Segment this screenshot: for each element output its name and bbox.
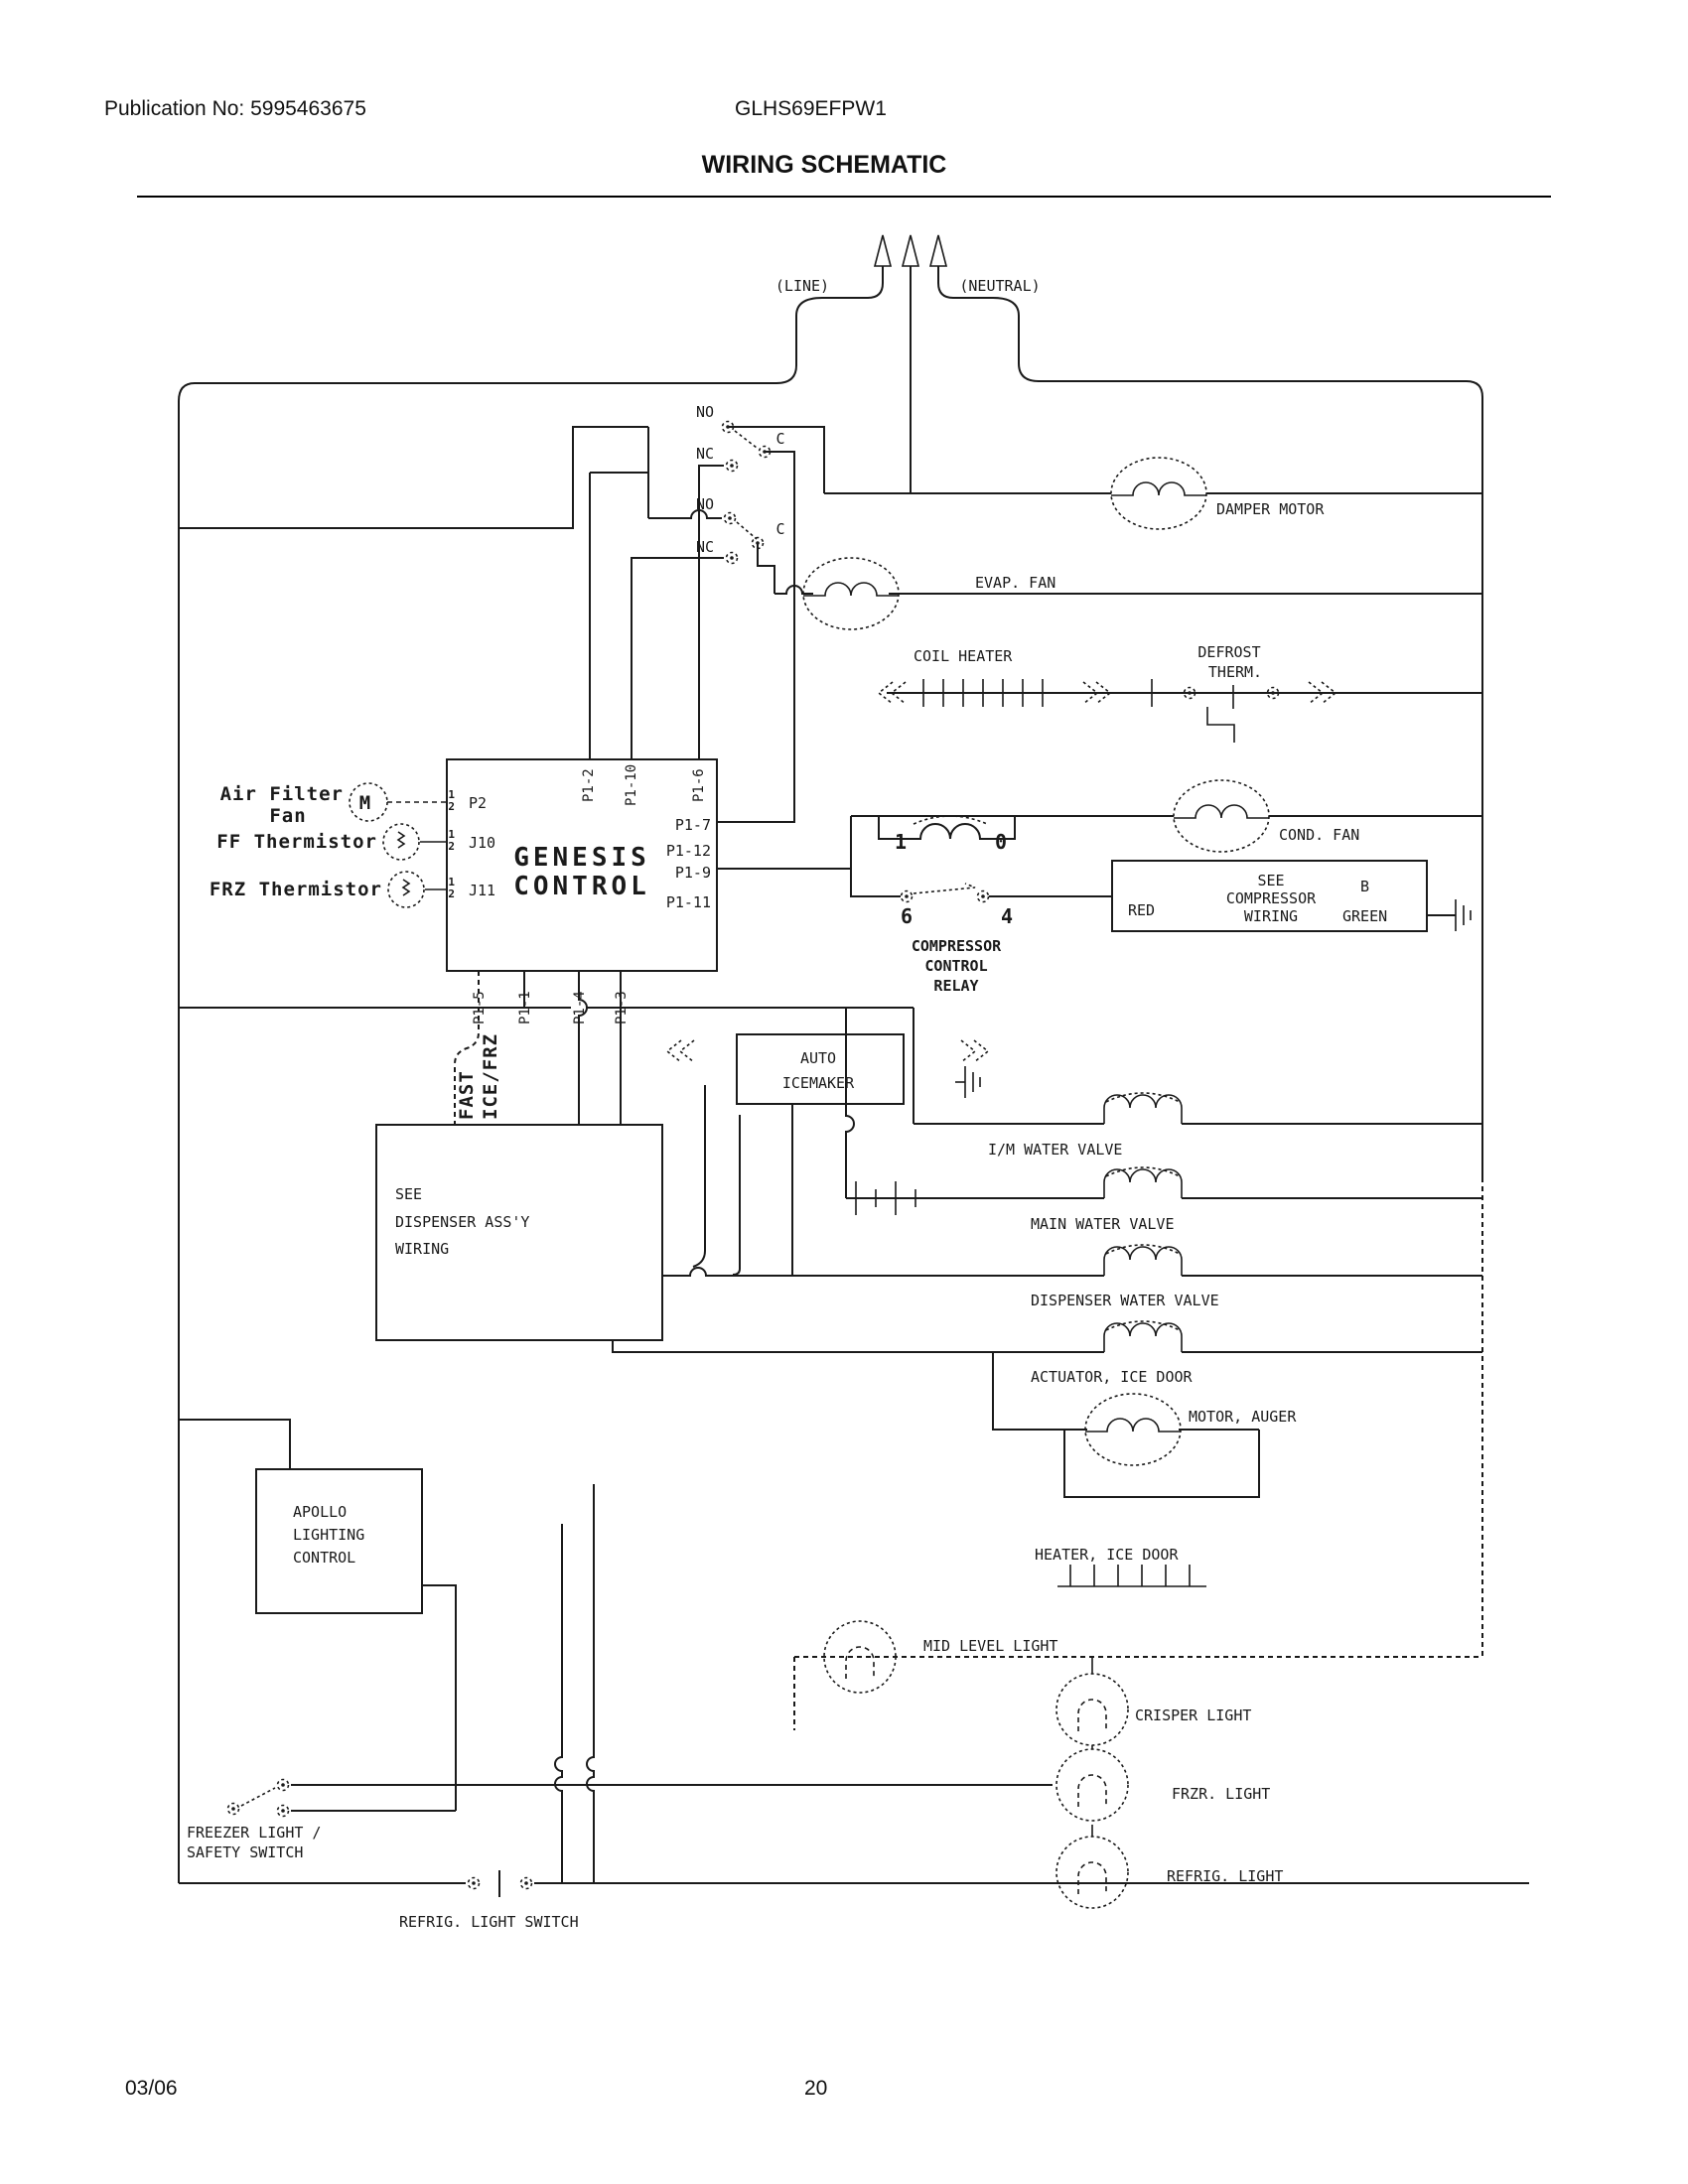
page-title: WIRING SCHEMATIC	[701, 151, 947, 179]
label-refrig-light: REFRIG. LIGHT	[1167, 1867, 1284, 1885]
pin-p1-10: P1-10	[624, 763, 639, 806]
label-line: (LINE)	[774, 277, 830, 295]
label-see-dispenser-2: DISPENSER ASS'Y	[395, 1213, 530, 1231]
relay-terminal-4: 4	[1000, 904, 1014, 928]
label-neutral: (NEUTRAL)	[959, 277, 1041, 295]
label-freezer-switch-2: SAFETY SWITCH	[187, 1843, 304, 1861]
lights-wiring	[794, 1657, 1482, 1837]
pin-p1-9: P1-9	[674, 864, 711, 882]
label-red-wire: RED	[1128, 901, 1156, 919]
auto-icemaker-box	[737, 1034, 965, 1276]
label-fast-ice-2: ICE/FRZ	[480, 1032, 501, 1120]
label-fast-ice-1: FAST	[456, 1070, 478, 1120]
label-apollo-1: APOLLO	[293, 1503, 348, 1521]
label-see-dispenser-1: SEE	[395, 1185, 423, 1203]
auger-motor-icon	[1085, 1394, 1181, 1465]
label-no-1: NO	[695, 403, 715, 421]
pin-p1-11: P1-11	[665, 893, 711, 911]
coil-heater-circuit	[887, 679, 1482, 743]
actuator-ice-door-circuit	[613, 1340, 1482, 1352]
label-no-2: NO	[695, 495, 715, 513]
icemaker-ground-icon	[965, 1066, 980, 1098]
label-c-1: C	[775, 430, 785, 448]
label-defrost-2: THERM.	[1207, 663, 1263, 681]
damper-motor-circuit	[728, 427, 1482, 493]
label-genesis-2: CONTROL	[513, 872, 650, 901]
label-frz-thermistor: FRZ Thermistor	[209, 879, 382, 900]
pin-j10: J10	[469, 834, 496, 852]
dispenser-assembly-box	[376, 1125, 662, 1340]
bottom-bus-and-switches	[179, 1484, 1529, 1897]
label-cond-fan: COND. FAN	[1279, 826, 1360, 844]
publication-number: Publication No: 5995463675	[104, 97, 366, 120]
relay-terminal-6: 6	[900, 904, 914, 928]
pin-p1-7: P1-7	[674, 816, 711, 834]
label-see-compressor-3: WIRING	[1243, 907, 1299, 925]
label-icemaker-1: AUTO	[799, 1049, 837, 1067]
label-relay-3: RELAY	[933, 977, 979, 995]
cond-fan-icon	[1174, 780, 1269, 852]
heater-ice-door	[1057, 1565, 1206, 1586]
air-filter-motor-icon: M	[358, 792, 372, 814]
pin-1a: 1	[448, 788, 455, 801]
label-refrig-light-switch: REFRIG. LIGHT SWITCH	[399, 1913, 579, 1931]
model-number: GLHS69EFPW1	[735, 97, 887, 120]
pin-2b: 2	[448, 840, 455, 853]
actuator-coil-icon	[1104, 1321, 1182, 1352]
label-see-compressor-2: COMPRESSOR	[1225, 889, 1317, 907]
relay-compressor-circuit	[717, 452, 1482, 931]
label-frzr-light: FRZR. LIGHT	[1172, 1785, 1271, 1803]
label-im-valve: I/M WATER VALVE	[988, 1141, 1123, 1159]
footer-page-number: 20	[804, 2077, 828, 2100]
label-coil-heater: COIL HEATER	[914, 647, 1013, 665]
compressor-ground-icon	[1456, 899, 1471, 931]
pin-2a: 2	[448, 800, 455, 813]
label-ff-thermistor: FF Thermistor	[216, 831, 377, 853]
pin-p1-4: P1-4	[572, 991, 588, 1024]
label-freezer-switch-1: FREEZER LIGHT /	[187, 1824, 322, 1842]
label-motor-auger: MOTOR, AUGER	[1189, 1408, 1297, 1426]
label-actuator: ACTUATOR, ICE DOOR	[1031, 1368, 1193, 1386]
label-genesis-1: GENESIS	[513, 843, 650, 873]
label-see-compressor-1: SEE	[1257, 872, 1285, 889]
pin-p2: P2	[469, 794, 488, 812]
label-mid-level-light: MID LEVEL LIGHT	[923, 1637, 1058, 1655]
frzr-light-icon	[1056, 1749, 1128, 1821]
pin-p1-6: P1-6	[691, 768, 707, 802]
label-dispenser-valve: DISPENSER WATER VALVE	[1031, 1292, 1219, 1309]
label-air-filter-1: Air Filter	[219, 783, 344, 805]
damper-motor-icon	[1111, 458, 1206, 529]
label-nc-1: NC	[695, 445, 715, 463]
label-relay-1: COMPRESSOR	[911, 937, 1002, 955]
pin-j11: J11	[469, 882, 496, 899]
pin-1c: 1	[448, 876, 455, 888]
lower-bus-wires	[179, 971, 914, 1275]
evap-fan-circuit	[758, 543, 1482, 594]
apollo-lighting-box	[179, 1420, 456, 1811]
label-c-2: C	[775, 520, 785, 538]
label-air-filter-2: Fan	[269, 805, 307, 827]
label-damper-motor: DAMPER MOTOR	[1216, 500, 1325, 518]
label-evap-fan: EVAP. FAN	[975, 574, 1056, 592]
refrig-light-icon	[1056, 1837, 1128, 1908]
pin-p1-3: P1-3	[614, 991, 630, 1024]
label-crisper-light: CRISPER LIGHT	[1135, 1706, 1252, 1724]
pin-p1-1: P1-1	[517, 991, 533, 1024]
pin-p1-5: P1-5	[472, 991, 488, 1024]
label-green-wire: GREEN	[1342, 907, 1388, 925]
pin-1b: 1	[448, 828, 455, 841]
dispenser-water-valve-coil-icon	[1104, 1245, 1182, 1276]
dispenser-water-valve-circuit	[662, 1268, 1482, 1276]
label-apollo-2: LIGHTING	[293, 1526, 365, 1544]
main-water-valve-circuit	[846, 1181, 1482, 1215]
footer-date: 03/06	[125, 2077, 178, 2100]
label-b-wire: B	[1360, 878, 1370, 895]
label-see-dispenser-3: WIRING	[395, 1240, 450, 1258]
label-heater-ice-door: HEATER, ICE DOOR	[1035, 1546, 1179, 1564]
evap-fan-icon	[803, 558, 899, 629]
relay-terminal-1: 1	[894, 830, 907, 854]
timer-switch-wires	[179, 427, 757, 759]
relay-terminal-0: 0	[995, 830, 1008, 854]
main-water-valve-coil-icon	[1104, 1167, 1182, 1198]
label-defrost-1: DEFROST	[1197, 643, 1261, 661]
crisper-light-icon	[1056, 1674, 1128, 1745]
label-main-valve: MAIN WATER VALVE	[1031, 1215, 1175, 1233]
label-relay-2: CONTROL	[924, 957, 988, 975]
label-icemaker-2: ICEMAKER	[781, 1074, 855, 1092]
label-apollo-3: CONTROL	[293, 1549, 356, 1567]
pin-p1-2: P1-2	[581, 768, 597, 802]
pin-2c: 2	[448, 887, 455, 900]
pin-p1-12: P1-12	[665, 842, 711, 860]
im-water-valve-coil-icon	[1104, 1093, 1182, 1124]
label-nc-2: NC	[695, 538, 715, 556]
